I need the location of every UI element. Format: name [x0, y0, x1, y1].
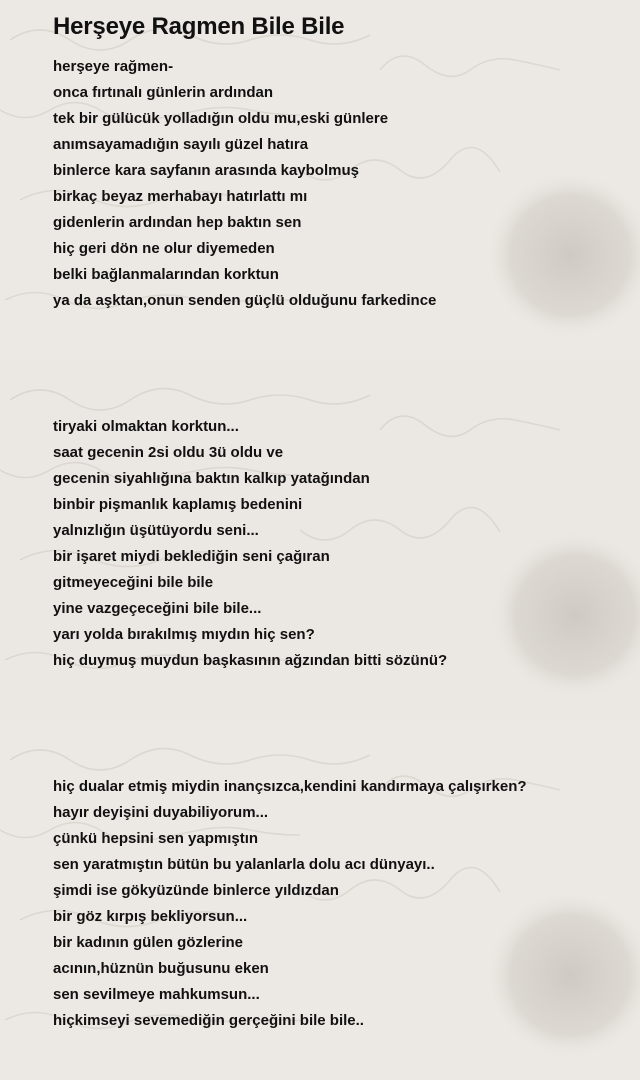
- poem-line: tek bir gülücük yolladığın oldu mu,eski günlere: [53, 110, 389, 127]
- poem-line: binlerce kara sayfanın arasında kaybolmuş: [53, 162, 359, 179]
- poem-line: hayır deyişini duyabiliyorum...: [53, 804, 269, 821]
- poem-line: hiç geri dön ne olur diyemeden: [53, 240, 275, 257]
- poem-line: belki bağlanmalarından korktun: [53, 266, 279, 283]
- poem-body: [53, 54, 633, 1034]
- poem-line: birkaç beyaz merhabayı hatırlattı mı: [53, 188, 308, 205]
- poem-line: yine vazgeçeceğini bile bile...: [53, 600, 262, 617]
- poem-line: yalnızlığın üşütüyordu seni...: [53, 522, 259, 539]
- poem-line: sen sevilmeye mahkumsun...: [53, 986, 260, 1003]
- poem-line: binbir pişmanlık kaplamış bedenini: [53, 496, 303, 513]
- poem-line: sen yaratmıştın bütün bu yalanlarla dolu acı dünyayı..: [53, 856, 435, 873]
- poem-line: herşeye rağmen-: [53, 58, 174, 75]
- poem-stanza: [53, 774, 633, 1034]
- poem-line: yarı yolda bırakılmış mıydın hiç sen?: [53, 626, 315, 643]
- poem-line: saat gecenin 2si oldu 3ü oldu ve: [53, 444, 284, 461]
- poem-line: gitmeyeceğini bile bile: [53, 574, 214, 591]
- poem-line: ya da aşktan,onun senden güçlü olduğunu farkedince: [53, 292, 437, 309]
- poem-line: hiç duymuş muydun başkasının ağzından bitti sözünü?: [53, 652, 448, 669]
- poem-line: hiçkimseyi sevemediğin gerçeğini bile bile..: [53, 1012, 364, 1029]
- poem-line: bir işaret miydi beklediğin seni çağıran: [53, 548, 330, 565]
- poem-line: tiryaki olmaktan korktun...: [53, 418, 239, 435]
- poem-line: çünkü hepsini sen yapmıştın: [53, 830, 259, 847]
- poem-stanza: [53, 414, 633, 674]
- poem-line: bir göz kırpış bekliyorsun...: [53, 908, 248, 925]
- poem-line: gecenin siyahlığına baktın kalkıp yatağından: [53, 470, 370, 487]
- poem-line: onca fırtınalı günlerin ardından: [53, 84, 274, 101]
- poem-line: hiç dualar etmiş miydin inançsızca,kendini kandırmaya çalışırken?: [53, 778, 527, 795]
- poem-line: şimdi ise gökyüzünde binlerce yıldızdan: [53, 882, 339, 899]
- poem-title: Herşeye Ragmen Bile Bile: [53, 13, 345, 40]
- poem-line: bir kadının gülen gözlerine: [53, 934, 244, 951]
- poem-line: anımsayamadığın sayılı güzel hatıra: [53, 136, 309, 153]
- poem-line: gidenlerin ardından hep baktın sen: [53, 214, 302, 231]
- poem-container: [53, 12, 633, 1034]
- poem-stanza: [53, 54, 633, 314]
- poem-line: acının,hüznün buğusunu eken: [53, 960, 269, 977]
